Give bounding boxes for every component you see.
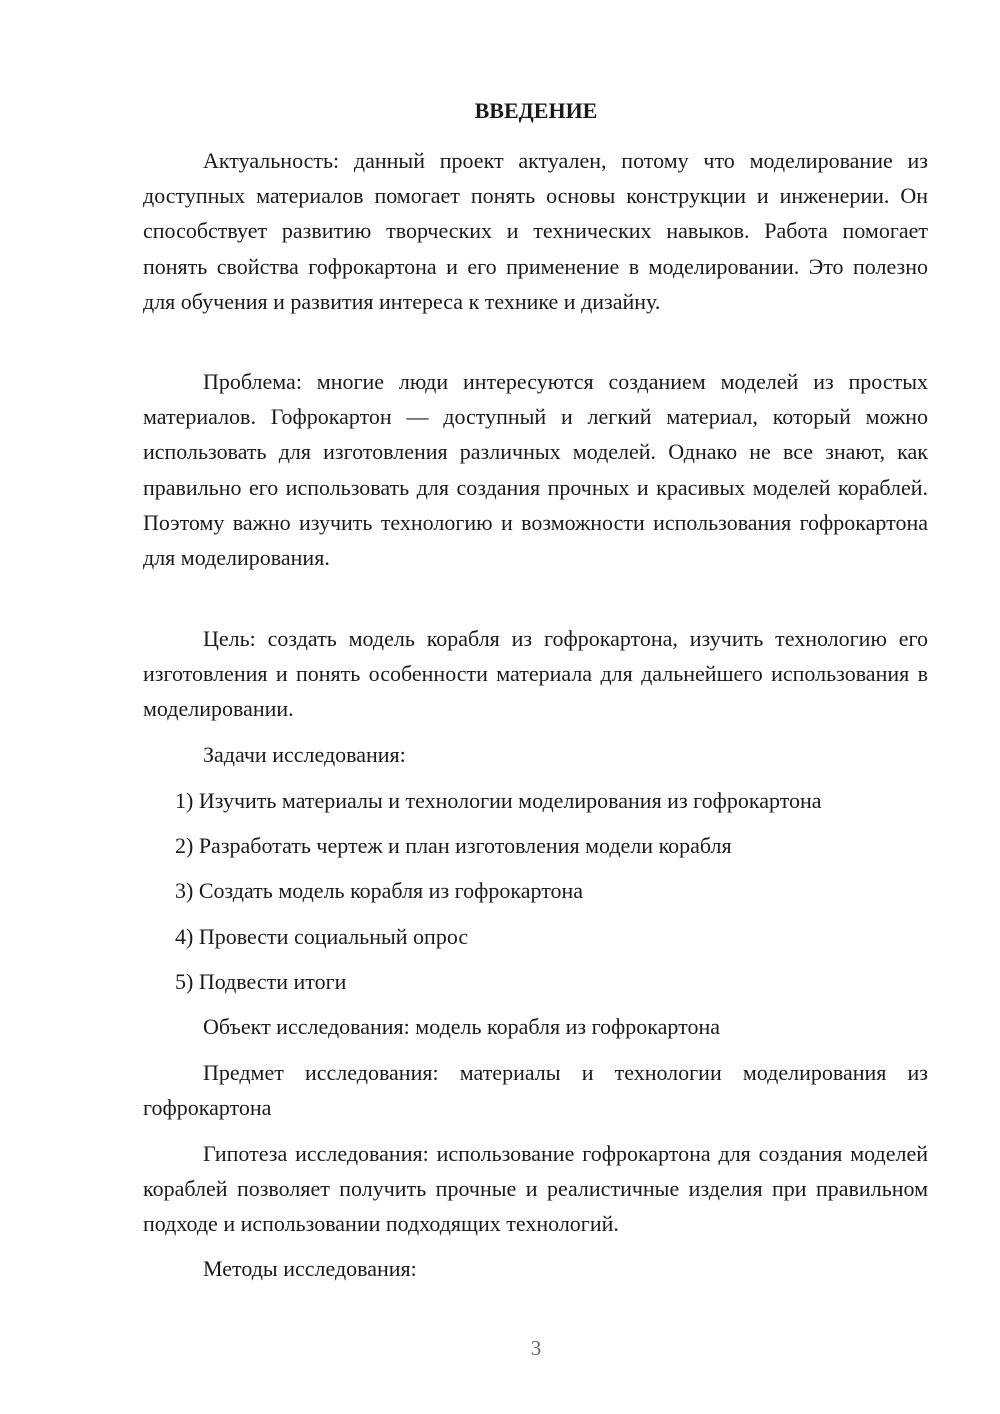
subject-text: Предмет исследования: материалы и технологии моделирования из гофрокартона	[143, 1060, 928, 1121]
task-item-2: 2) Разработать чертеж и план изготовления модели корабля	[175, 833, 732, 858]
task-item-3: 3) Создать модель корабля из гофрокартона	[175, 878, 584, 903]
relevance-paragraph	[143, 143, 928, 319]
subject-paragraph	[143, 1055, 928, 1125]
task-item-5: 5) Подвести итоги	[175, 969, 347, 994]
problem-paragraph	[143, 364, 928, 575]
relevance-text: Актуальность: данный проект актуален, потому что моделирование из доступных материалов помогает понять основы конструкции и инженерии. Он способствует развитию творческих и технических навыков. Работа помогает понять свойства гофрокартона и его применение в моделировании. Это полезно для обучения и развития интереса к технике и дизайну.	[143, 148, 928, 314]
tasks-heading: Задачи исследования:	[203, 742, 406, 767]
research-object: Объект исследования: модель корабля из гофрокартона	[203, 1014, 720, 1039]
task-item-4: 4) Провести социальный опрос	[175, 924, 469, 949]
problem-text: Проблема: многие люди интересуются созданием моделей из простых материалов. Гофрокартон — доступный и легкий материал, который можно использовать для изготовления различных моделей. Однако не все знают, как правильно его использовать для создания прочных и красивых моделей кораблей. Поэтому важно изучить технологию и возможности использования гофрокартона для моделирования.	[143, 369, 928, 571]
task-item-1: 1) Изучить материалы и технологии моделирования из гофрокартона	[175, 788, 822, 813]
hypothesis-paragraph	[143, 1136, 928, 1242]
goal-text: Цель: создать модель корабля из гофрокартона, изучить технологию его изготовления и понять особенности материала для дальнейшего использования в моделировании.	[143, 626, 928, 722]
page-number: 3	[530, 1336, 542, 1360]
hypothesis-text: Гипотеза исследования: использование гофрокартона для создания моделей кораблей позволяет получить прочные и реалистичные изделия при правильном подходе и использовании подходящих технологий.	[143, 1141, 928, 1237]
goal-paragraph	[143, 621, 928, 727]
methods-heading: Методы исследования:	[203, 1256, 417, 1281]
section-heading: ВВЕДЕНИЕ	[474, 98, 598, 123]
